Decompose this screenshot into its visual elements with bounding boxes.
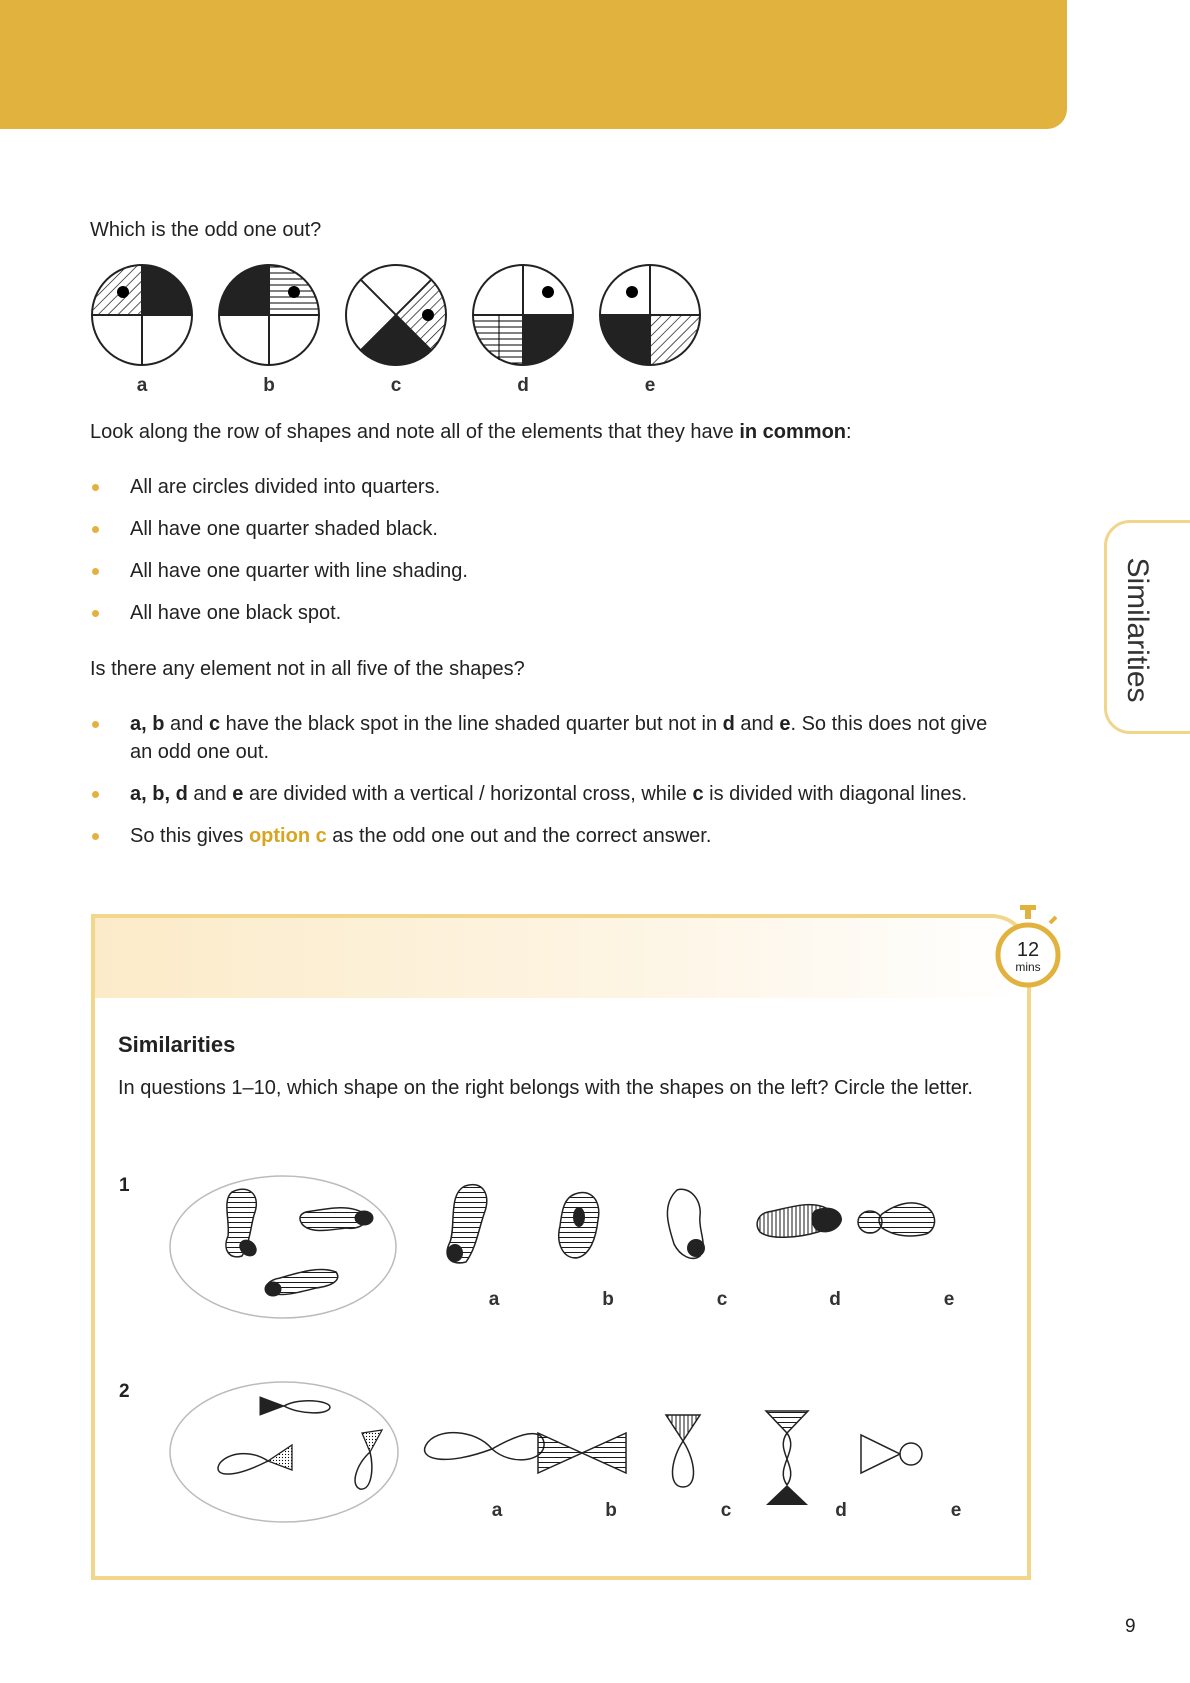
q2-label-a: a [491, 1500, 503, 1521]
example-circle-b[interactable] [219, 265, 319, 365]
question-2-option-a[interactable] [425, 1433, 545, 1460]
example-circle-d[interactable] [473, 265, 573, 365]
q1-label-d: d [829, 1289, 841, 1310]
question-1-stem [170, 1176, 396, 1318]
section-side-tab[interactable] [1104, 520, 1190, 734]
question-1-option-c[interactable] [667, 1189, 705, 1258]
question-2-stem [170, 1382, 398, 1522]
q2-label-c: c [720, 1500, 732, 1521]
example-circle-a[interactable] [92, 265, 192, 365]
question-2-figures [170, 1375, 1010, 1535]
question-number: 2 [119, 1381, 130, 1402]
page-number: 9 [1125, 1616, 1136, 1637]
timer-value: 12 [1016, 939, 1040, 961]
exercise-title: Similarities [118, 1032, 236, 1057]
difference-question: Is there any element not in all five of the shapes? [90, 658, 525, 680]
example-label-d: d [517, 375, 529, 396]
question-2-option-e[interactable] [861, 1435, 922, 1473]
q1-label-b: b [602, 1289, 614, 1310]
question-1-figures [170, 1170, 1010, 1320]
question-1-option-e[interactable] [858, 1203, 935, 1236]
q2-label-e: e [950, 1500, 962, 1521]
intro-question: Which is the odd one out? [90, 219, 322, 241]
question-number: 1 [119, 1175, 130, 1196]
example-circles [85, 258, 715, 398]
q2-label-b: b [605, 1500, 617, 1521]
header-banner [0, 0, 1067, 129]
list-item: All are circles divided into quarters. [90, 473, 990, 501]
list-item: a, b and c have the black spot in the line shaded quarter but not in d and e. So this does not give an odd one out. [90, 710, 990, 766]
list-item: All have one black spot. [90, 599, 990, 627]
question-1-option-b[interactable] [559, 1192, 599, 1258]
side-tab-label: Similarities [1121, 557, 1154, 703]
example-label-c: c [390, 375, 402, 396]
q1-label-c: c [716, 1289, 728, 1310]
common-list [90, 473, 990, 641]
question-1-option-a[interactable] [447, 1185, 487, 1263]
common-intro: Look along the row of shapes and note all of the elements that they have in common: [90, 421, 852, 443]
example-label-e: e [644, 375, 656, 396]
list-item: All have one quarter shaded black. [90, 515, 990, 543]
question-2-option-b[interactable] [538, 1433, 626, 1473]
question-1-option-d[interactable] [757, 1205, 842, 1238]
exercise-instructions: In questions 1–10, which shape on the right belongs with the shapes on the left? Circle the letter. [118, 1077, 973, 1099]
example-label-a: a [136, 375, 148, 396]
timer-unit: mins [1015, 960, 1041, 974]
q2-label-d: d [835, 1500, 847, 1521]
stopwatch-icon [990, 903, 1066, 993]
question-2-option-d[interactable] [766, 1411, 808, 1505]
example-circle-e[interactable] [600, 265, 700, 365]
q1-label-e: e [943, 1289, 955, 1310]
exercise-box-header [95, 918, 1027, 998]
example-label-b: b [263, 375, 275, 396]
q1-label-a: a [488, 1289, 500, 1310]
difference-list [90, 710, 990, 864]
list-item: a, b, d and e are divided with a vertical / horizontal cross, while c is divided with diagonal lines. [90, 780, 990, 808]
question-2-option-c[interactable] [666, 1415, 700, 1487]
list-item: So this gives option c as the odd one out and the correct answer. [90, 822, 990, 850]
example-circle-c[interactable] [346, 265, 446, 365]
list-item: All have one quarter with line shading. [90, 557, 990, 585]
